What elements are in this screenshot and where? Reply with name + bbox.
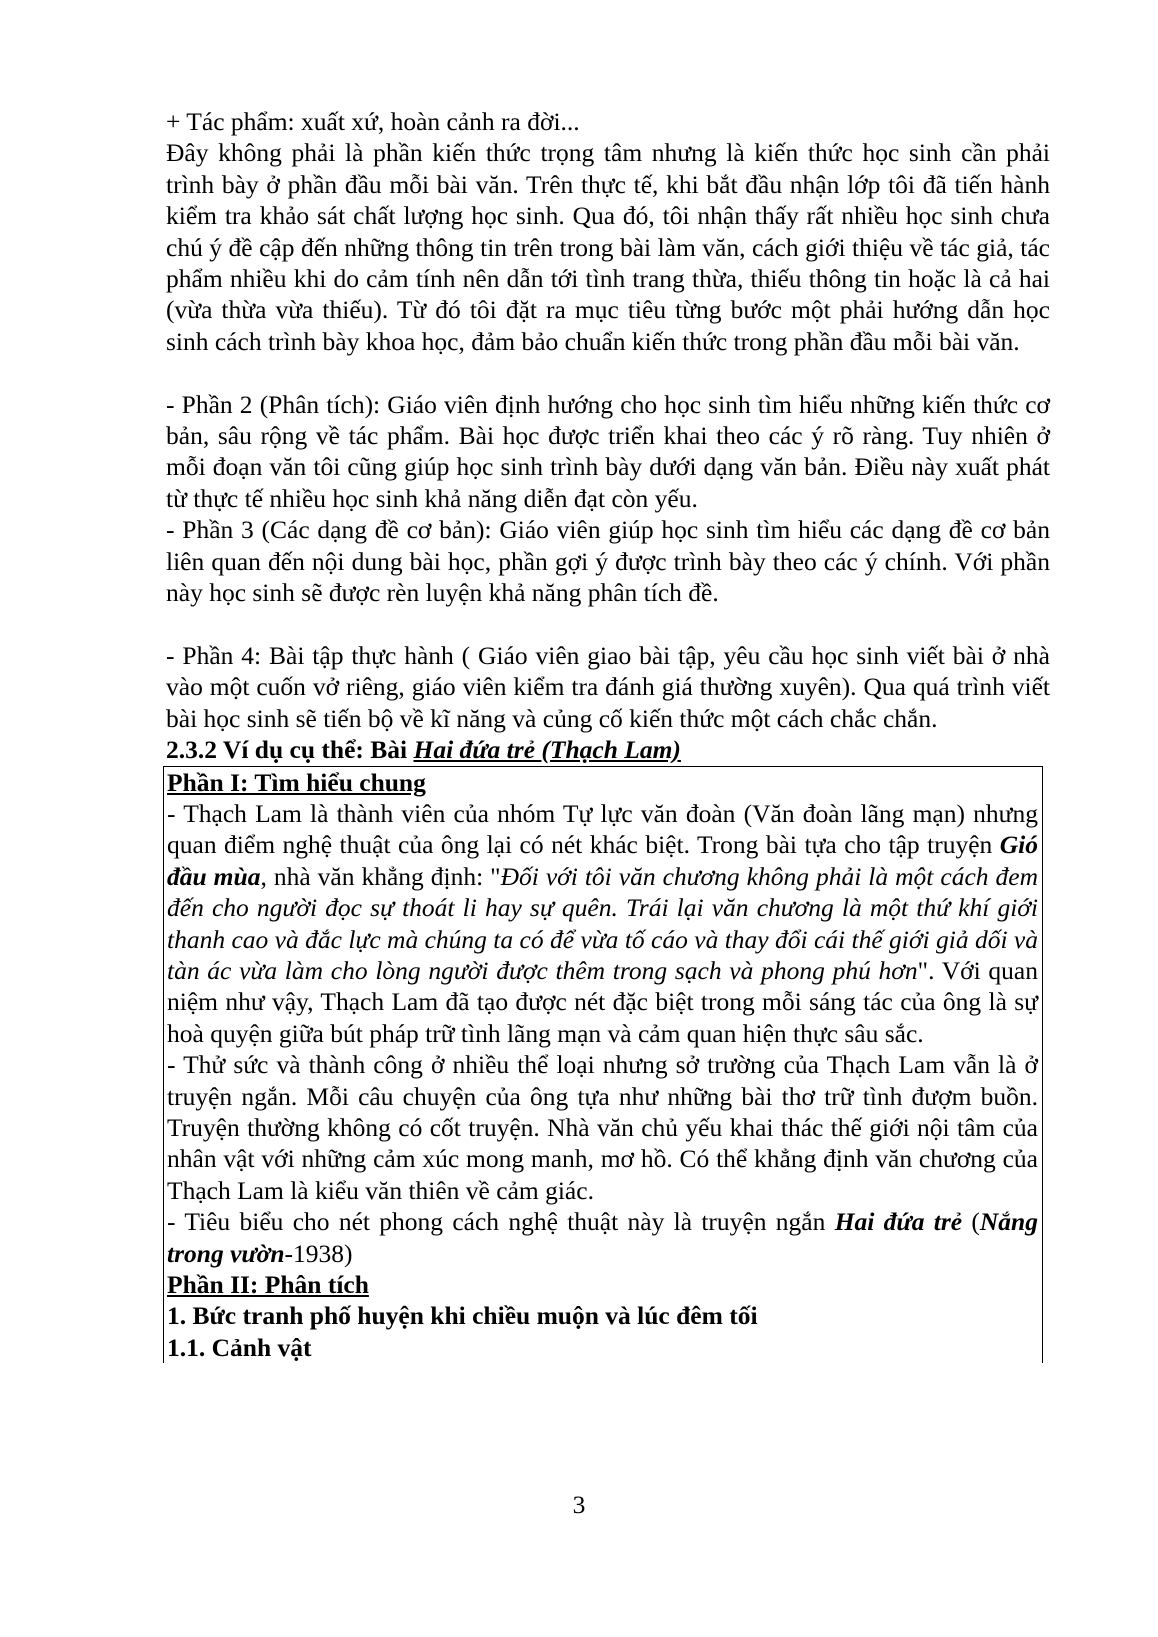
text-run: ". Với quan niệm như vậy, Thạch Lam đã tạo được nét đặc biệt trong mỗi sáng tác của ông là sự hoà quyện giữa bút pháp trữ tình lãng mạn và cảm quan hiện thực sâu sắc.: [167, 955, 1038, 1048]
collection-title-nang-trong-vuon: Nắng trong vườn: [167, 1207, 1038, 1268]
subsection-title-1: 1. Bức tranh phố huyện khi chiều muộn và lúc đêm tối: [167, 1301, 758, 1331]
paragraph-thach-lam-intro: [167, 798, 1038, 1049]
paragraph-work-origin: + Tác phẩm: xuất xứ, hoàn cảnh ra đời...: [166, 107, 580, 136]
section-title-part-1: Phần I: Tìm hiểu chung: [167, 767, 426, 797]
example-heading-prefix: 2.3.2 Ví dụ cụ thể: Bài: [166, 735, 414, 765]
paragraph-part-4: - Phần 4: Bài tập thực hành ( Giáo viên giao bài tập, yêu cầu học sinh viết bài ở nhà vào một cuốn vở riêng, giáo viên kiểm tra đánh giá thường xuyên). Qua quá trình viết bài học sinh sẽ tiến bộ về kĩ năng và củng cố kiến thức một cách chắc chắn.: [166, 640, 1050, 733]
spacer: [166, 608, 1050, 639]
paragraph-short-story-strength: - Thử sức và thành công ở nhiều thể loại nhưng sở trường của Thạch Lam vẫn là ở truyện ngắn. Mỗi câu chuyện của ông tựa như những bài thơ trữ tình đượm buồn. Truyện thường không có cốt truyện. Nhà văn chủ yếu khai thác thế giới nội tâm của nhân vật với những cảm xúc mong manh, mơ hồ. Có thể khẳng định văn chương của Thạch Lam là kiểu văn thiên về cảm giác.: [167, 1050, 1038, 1205]
text-run: , nhà văn khẳng định: ": [260, 861, 501, 891]
author-quote: Đối với tôi văn chương không phải là một cách đem đến cho người đọc sự thoát li hay sự quên. Trái lại văn chương là một thứ khí giới thanh cao và đắc lực mà chúng ta có để vừa tố cáo và thay đổi cái thế giới giả dối và tàn ác vừa làm cho lòng người được thêm trong sạch và phong phú hơn: [167, 861, 1038, 985]
text-run: -1938): [284, 1238, 353, 1268]
example-heading-title: Hai đứa trẻ (Thạch Lam): [413, 735, 681, 765]
example-heading: [166, 734, 1050, 765]
section-title-part-2: Phần II: Phân tích: [167, 1270, 369, 1299]
text-run: - Thạch Lam là thành viên của nhóm Tự lực văn đoàn (Văn đoàn lãng mạn) nhưng quan điểm nghệ thuật của ông lại có nét khác biệt. Trong bài tựa cho tập truyện: [167, 798, 1038, 860]
document-page: [166, 106, 1050, 1363]
work-title-gio-dau-mua: Gió đầu mùa: [167, 830, 1038, 891]
page-number: 3: [572, 1490, 586, 1519]
text-run: (: [962, 1207, 980, 1237]
paragraph-part-2: - Phần 2 (Phân tích): Giáo viên định hướng cho học sinh tìm hiểu những kiến thức cơ bản, sâu rộng về tác phẩm. Bài học được triển khai theo các ý rõ ràng. Tuy nhiên ở mỗi đoạn văn tôi cũng giúp học sinh trình bày dưới dạng văn bản. Điều này xuất phát từ thực tế nhiều học sinh khả năng diễn đạt còn yếu.: [166, 389, 1050, 513]
subsection-title-1-1: 1.1. Cảnh vật: [167, 1332, 312, 1362]
spacer: [166, 357, 1050, 388]
paragraph-part-3: - Phần 3 (Các dạng đề cơ bản): Giáo viên giúp học sinh tìm hiểu các dạng đề cơ bản liên quan đến nội dung bài học, phần gợi ý được trình bày theo các ý chính. Với phần này học sinh sẽ được rèn luyện khả năng phân tích đề.: [166, 515, 1050, 608]
paragraph-background-knowledge: Đây không phải là phần kiến thức trọng tâm nhưng là kiến thức học sinh cần phải trình bày ở phần đầu mỗi bài văn. Trên thực tế, khi bắt đầu nhận lớp tôi đã tiến hành kiểm tra khảo sát chất lượng học sinh. Qua đó, tôi nhận thấy rất nhiều học sinh chưa chú ý đề cập đến những thông tin trên trong bài làm văn, cách giới thiệu về tác giả, tác phẩm nhiều khi do cảm tính nên dẫn tới tình trang thừa, thiếu thông tin hoặc là cả hai (vừa thừa vừa thiếu). Từ đó tôi đặt ra mục tiêu từng bước một phải hướng dẫn học sinh cách trình bày khoa học, đảm bảo chuẩn kiến thức trong phần đầu mỗi bài văn.: [166, 138, 1050, 356]
text-run: - Tiêu biểu cho nét phong cách nghệ thuật này là truyện ngắn: [167, 1207, 835, 1237]
paragraph-representative-work: [167, 1206, 1038, 1269]
lesson-box: [163, 766, 1043, 1364]
work-title-hai-dua-tre: Hai đứa trẻ: [834, 1207, 963, 1237]
